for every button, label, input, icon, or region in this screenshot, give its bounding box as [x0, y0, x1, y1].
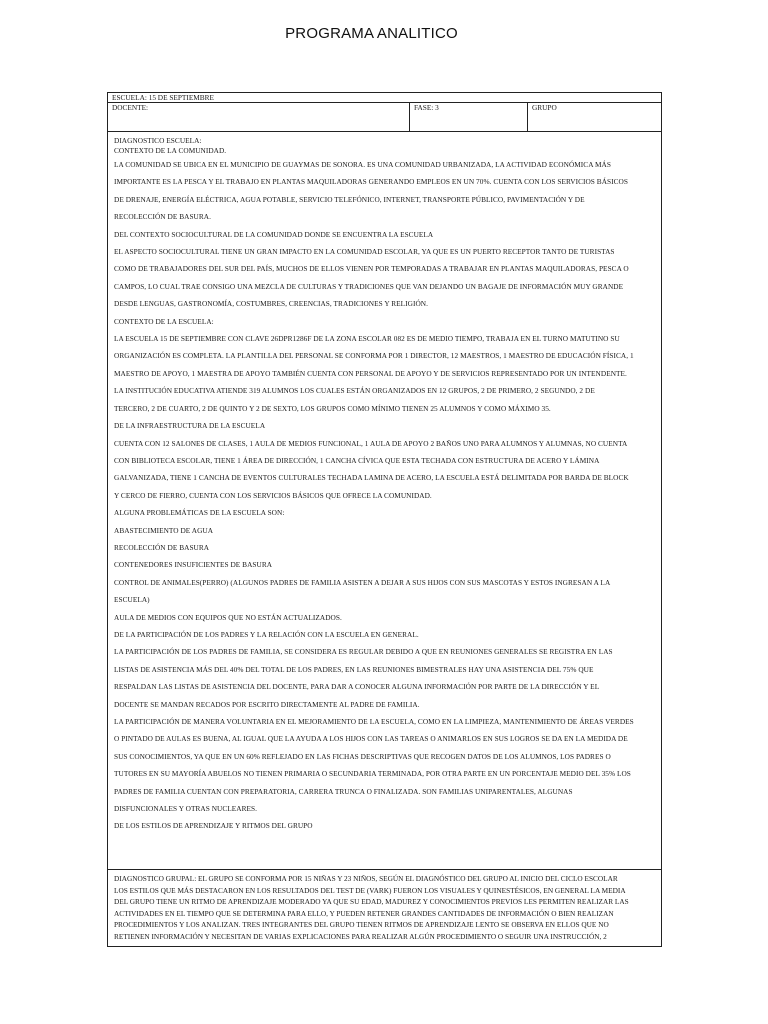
escuela-text-line: DE LOS ESTILOS DE APRENDIZAJE Y RITMOS DEL GRUPO	[114, 821, 313, 831]
grupal-text-line: RETIENEN INFORMACIÓN Y NECESITAN DE VARIAS EXPLICACIONES PARA REALIZAR ALGÚN PROCEDIMIENTO O SEGUIR UNA INSTRUCCIÓN, 2	[114, 931, 607, 941]
escuela-text-line: ALGUNA PROBLEMÁTICAS DE LA ESCUELA SON:	[114, 508, 285, 518]
escuela-text-line: COMO DE TRABAJADORES DEL SUR DEL PAÍS, MUCHOS DE ELLOS VIENEN POR TEMPORADAS A TRABAJAR EN PLANTAS MAQUILADORAS, PESCA O	[114, 264, 629, 274]
escuela-text-line: DISFUNCIONALES Y OTRAS NUCLEARES.	[114, 804, 258, 814]
escuela-text-line: RESPALDAN LAS LISTAS DE ASISTENCIA DEL DOCENTE, PARA DAR A CONOCER ALGUNA INFORMACIÓN POR PARTE DE LA DIRECCIÓN Y EL	[114, 682, 600, 692]
escuela-text-line: ORGANIZACIÓN ES COMPLETA. LA PLANTILLA DEL PERSONAL SE CONFORMA POR 1 DIRECTOR, 12 MAESTROS, 1 MAESTRO DE EDUCACIÓN FÍSICA, 1	[114, 351, 634, 361]
escuela-text-line: CONTEXTO DE LA ESCUELA:	[114, 316, 214, 326]
escuela-text-line: TUTORES EN SU MAYORÍA ABUELOS NO TIENEN PRIMARIA O SECUNDARIA TERMINADA, POR OTRA PARTE EN UN PORCENTAJE MEDIO DEL 35% LOS	[114, 769, 631, 779]
form-sheet	[107, 92, 662, 947]
escuela-text-line: ESCUELA)	[114, 595, 150, 605]
escuela-text-line: O PINTADO DE AULAS ES BUENA, AL IGUAL QUE LA AYUDA A LOS HIJOS CON LAS TAREAS O ANIMARLOS EN SUS LOGROS SE DA EN LA MEDIDA DE	[114, 734, 628, 744]
escuela-text-line: DEL CONTEXTO SOCIOCULTURAL DE LA COMUNIDAD DONDE SE ENCUENTRA LA ESCUELA	[114, 229, 434, 239]
page-title: PROGRAMA ANALITICO	[285, 25, 458, 42]
escuela-row	[108, 93, 661, 103]
escuela-text-line: CONTEXTO DE LA COMUNIDAD.	[114, 146, 227, 155]
grupo-field: GRUPO	[532, 103, 557, 112]
escuela-text-line: GALVANIZADA, TIENE 1 CANCHA DE EVENTOS CULTURALES TECHADA LAMINA DE ACERO, LA ESCUELA ESTÁ DELIMITADA POR BARDA DE BLOCK	[114, 473, 629, 483]
fase-field: FASE: 3	[410, 103, 528, 131]
escuela-text-line: DE DRENAJE, ENERGÍA ELÉCTRICA, AGUA POTABLE, SERVICIO TELEFÓNICO, INTERNET, TRANSPORTE PÚBLICO, PAVIMENTACIÓN Y DE	[114, 194, 585, 204]
escuela-text-line: LA COMUNIDAD SE UBICA EN EL MUNICIPIO DE GUAYMAS DE SONORA. ES UNA COMUNIDAD URBANIZADA, LA ACTIVIDAD ECONÓMICA MÁS	[114, 160, 611, 169]
grupal-text-line: PROCEDIMIENTOS Y LOS ANALIZAN. TRES INTEGRANTES DEL GRUPO TIENEN RITMOS DE APRENDIZAJE LENTO SE OBSERVA EN ELLOS QUE NO	[114, 920, 609, 930]
diagnostico-escuela-section	[108, 132, 661, 870]
escuela-text-line: LA ESCUELA 15 DE SEPTIEMBRE CON CLAVE 26DPR1286F DE LA ZONA ESCOLAR 082 ES DE MEDIO TIEMPO, TRABAJA EN EL TURNO MATUTINO SU	[114, 334, 620, 344]
escuela-text-line: SUS CONOCIMIENTOS, YA QUE EN UN 60% REFLEJADO EN LAS FICHAS DESCRIPTIVAS QUE RECOGEN DATOS DE LOS ALUMNOS, LOS PADRES O	[114, 751, 611, 761]
escuela-text-line: DOCENTE SE MANDAN RECADOS POR ESCRITO DIRECTAMENTE AL PADRE DE FAMILIA.	[114, 699, 420, 709]
diagnostico-grupal-section	[108, 870, 661, 946]
grupal-text-line: LOS ESTILOS QUE MÁS DESTACARON EN LOS RESULTADOS DEL TEST DE (VARK) FUERON LOS VISUALES Y QUINESTÉSICOS, EN GENERAL LA MEDIA	[114, 885, 626, 895]
escuela-text-line: DE LA INFRAESTRUCTURA DE LA ESCUELA	[114, 421, 266, 431]
escuela-text-line: LA INSTITUCIÓN EDUCATIVA ATIENDE 319 ALUMNOS LOS CUALES ESTÁN ORGANIZADOS EN 12 GRUPOS, 2 DE PRIMERO, 2 SEGUNDO, 2 DE	[114, 386, 595, 396]
escuela-field: ESCUELA: 15 DE SEPTIEMBRE	[112, 93, 214, 102]
escuela-text-line: DE LA PARTICIPACIÓN DE LOS PADRES Y LA RELACIÓN CON LA ESCUELA EN GENERAL.	[114, 629, 419, 639]
escuela-text-line: DIAGNOSTICO ESCUELA:	[114, 136, 202, 145]
escuela-text-line: TERCERO, 2 DE CUARTO, 2 DE QUINTO Y 2 DE SEXTO, LOS GRUPOS COMO MÍNIMO TIENEN 25 ALUMNOS Y COMO MÁXIMO 35.	[114, 403, 551, 413]
escuela-text-line: DESDE LENGUAS, GASTRONOMÍA, COSTUMBRES, CREENCIAS, TRADICIONES Y RELIGIÓN.	[114, 299, 428, 309]
escuela-text-line: PADRES DE FAMILIA CUENTAN CON PREPARATORIA, CARRERA TRUNCA O FINALIZADA. SON FAMILIAS UNIPARENTALES, ALGUNAS	[114, 786, 573, 796]
escuela-text-line: CUENTA CON 12 SALONES DE CLASES, 1 AULA DE MEDIOS FUNCIONAL, 1 AULA DE APOYO 2 BAÑOS UNO PARA ALUMNOS Y ALUMNAS, NO CUENTA	[114, 438, 628, 448]
escuela-text-line: CON BIBLIOTECA ESCOLAR, TIENE 1 ÁREA DE DIRECCIÓN, 1 CANCHA CÍVICA QUE ESTA TECHADA CON ESTRUCTURA DE ACERO Y LÁMINA	[114, 455, 600, 465]
docente-row	[108, 103, 661, 132]
escuela-text-line: ABASTECIMIENTO DE AGUA	[114, 525, 214, 535]
escuela-text-line: LISTAS DE ASISTENCIA MÁS DEL 40% DEL TOTAL DE LOS PADRES, EN LAS REUNIONES BIMESTRALES HAY UNA ASISTENCIA DEL 75% QUE	[114, 664, 594, 674]
escuela-text-line: AULA DE MEDIOS CON EQUIPOS QUE NO ESTÁN ACTUALIZADOS.	[114, 612, 342, 622]
grupal-text-line: DEL GRUPO TIENE UN RITMO DE APRENDIZAJE MODERADO YA QUE SU EDAD, MADUREZ Y CONOCIMIENTOS PREVIOS LES PERMITEN REALIZAR LAS	[114, 897, 629, 907]
escuela-text-line: Y CERCO DE FIERRO, CUENTA CON LOS SERVICIOS BÁSICOS QUE OFRECE LA COMUNIDAD.	[114, 490, 432, 500]
grupal-text-line: ACTIVIDADES EN EL TIEMPO QUE SE DETERMINA PARA ELLO, Y PUEDEN RETENER GRANDES CANTIDADES DE INFORMACIÓN O BIEN REALIZAN	[114, 908, 614, 918]
escuela-text-line: RECOLECCIÓN DE BASURA	[114, 542, 210, 552]
escuela-text-line: IMPORTANTE ES LA PESCA Y EL TRABAJO EN PLANTAS MAQUILADORAS GENERANDO EMPLEOS EN UN 70%. CUENTA CON LOS SERVICIOS BÁSICOS	[114, 177, 628, 187]
escuela-text-line: MAESTRO DE APOYO, 1 MAESTRA DE APOYO TAMBIÉN CUENTA CON PERSONAL DE APOYO Y DE SERVICIOS REPRESENTADO POR UN INTENDENTE.	[114, 368, 627, 378]
escuela-text-line: LA PARTICIPACIÓN DE LOS PADRES DE FAMILIA, SE CONSIDERA ES REGULAR DEBIDO A QUE EN REUNIONES GENERALES SE REGISTRA EN LAS	[114, 647, 613, 657]
escuela-text-line: EL ASPECTO SOCIOCULTURAL TIENE UN GRAN IMPACTO EN LA COMUNIDAD ESCOLAR, YA QUE ES UN PUERTO RECEPTOR TANTO DE TURISTAS	[114, 247, 615, 257]
escuela-text-line: CONTROL DE ANIMALES(PERRO) (ALGUNOS PADRES DE FAMILIA ASISTEN A DEJAR A SUS HIJOS CON SUS MASCOTAS Y ESTOS INGRESAN A LA	[114, 577, 611, 587]
docente-field: DOCENTE:	[108, 103, 410, 131]
escuela-text-line: CONTENEDORES INSUFICIENTES DE BASURA	[114, 560, 273, 570]
grupal-text-line: DIAGNOSTICO GRUPAL: EL GRUPO SE CONFORMA POR 15 NIÑAS Y 23 NIÑOS, SEGÚN EL DIAGNÓSTICO DEL GRUPO AL INICIO DEL CICLO ESCOLAR	[114, 874, 618, 883]
escuela-text-line: RECOLECCIÓN DE BASURA.	[114, 212, 211, 222]
escuela-text-line: CAMPOS, LO CUAL TRAE CONSIGO UNA MEZCLA DE CULTURAS Y TRADICIONES QUE VAN DEJANDO UN BAGAJE DE INFORMACIÓN MUY GRANDE	[114, 281, 624, 291]
escuela-text-line: LA PARTICIPACIÓN DE MANERA VOLUNTARIA EN EL MEJORAMIENTO DE LA ESCUELA, COMO EN LA LIMPIEZA, MANTENIMIENTO DE ÁREAS VERDES	[114, 717, 634, 726]
